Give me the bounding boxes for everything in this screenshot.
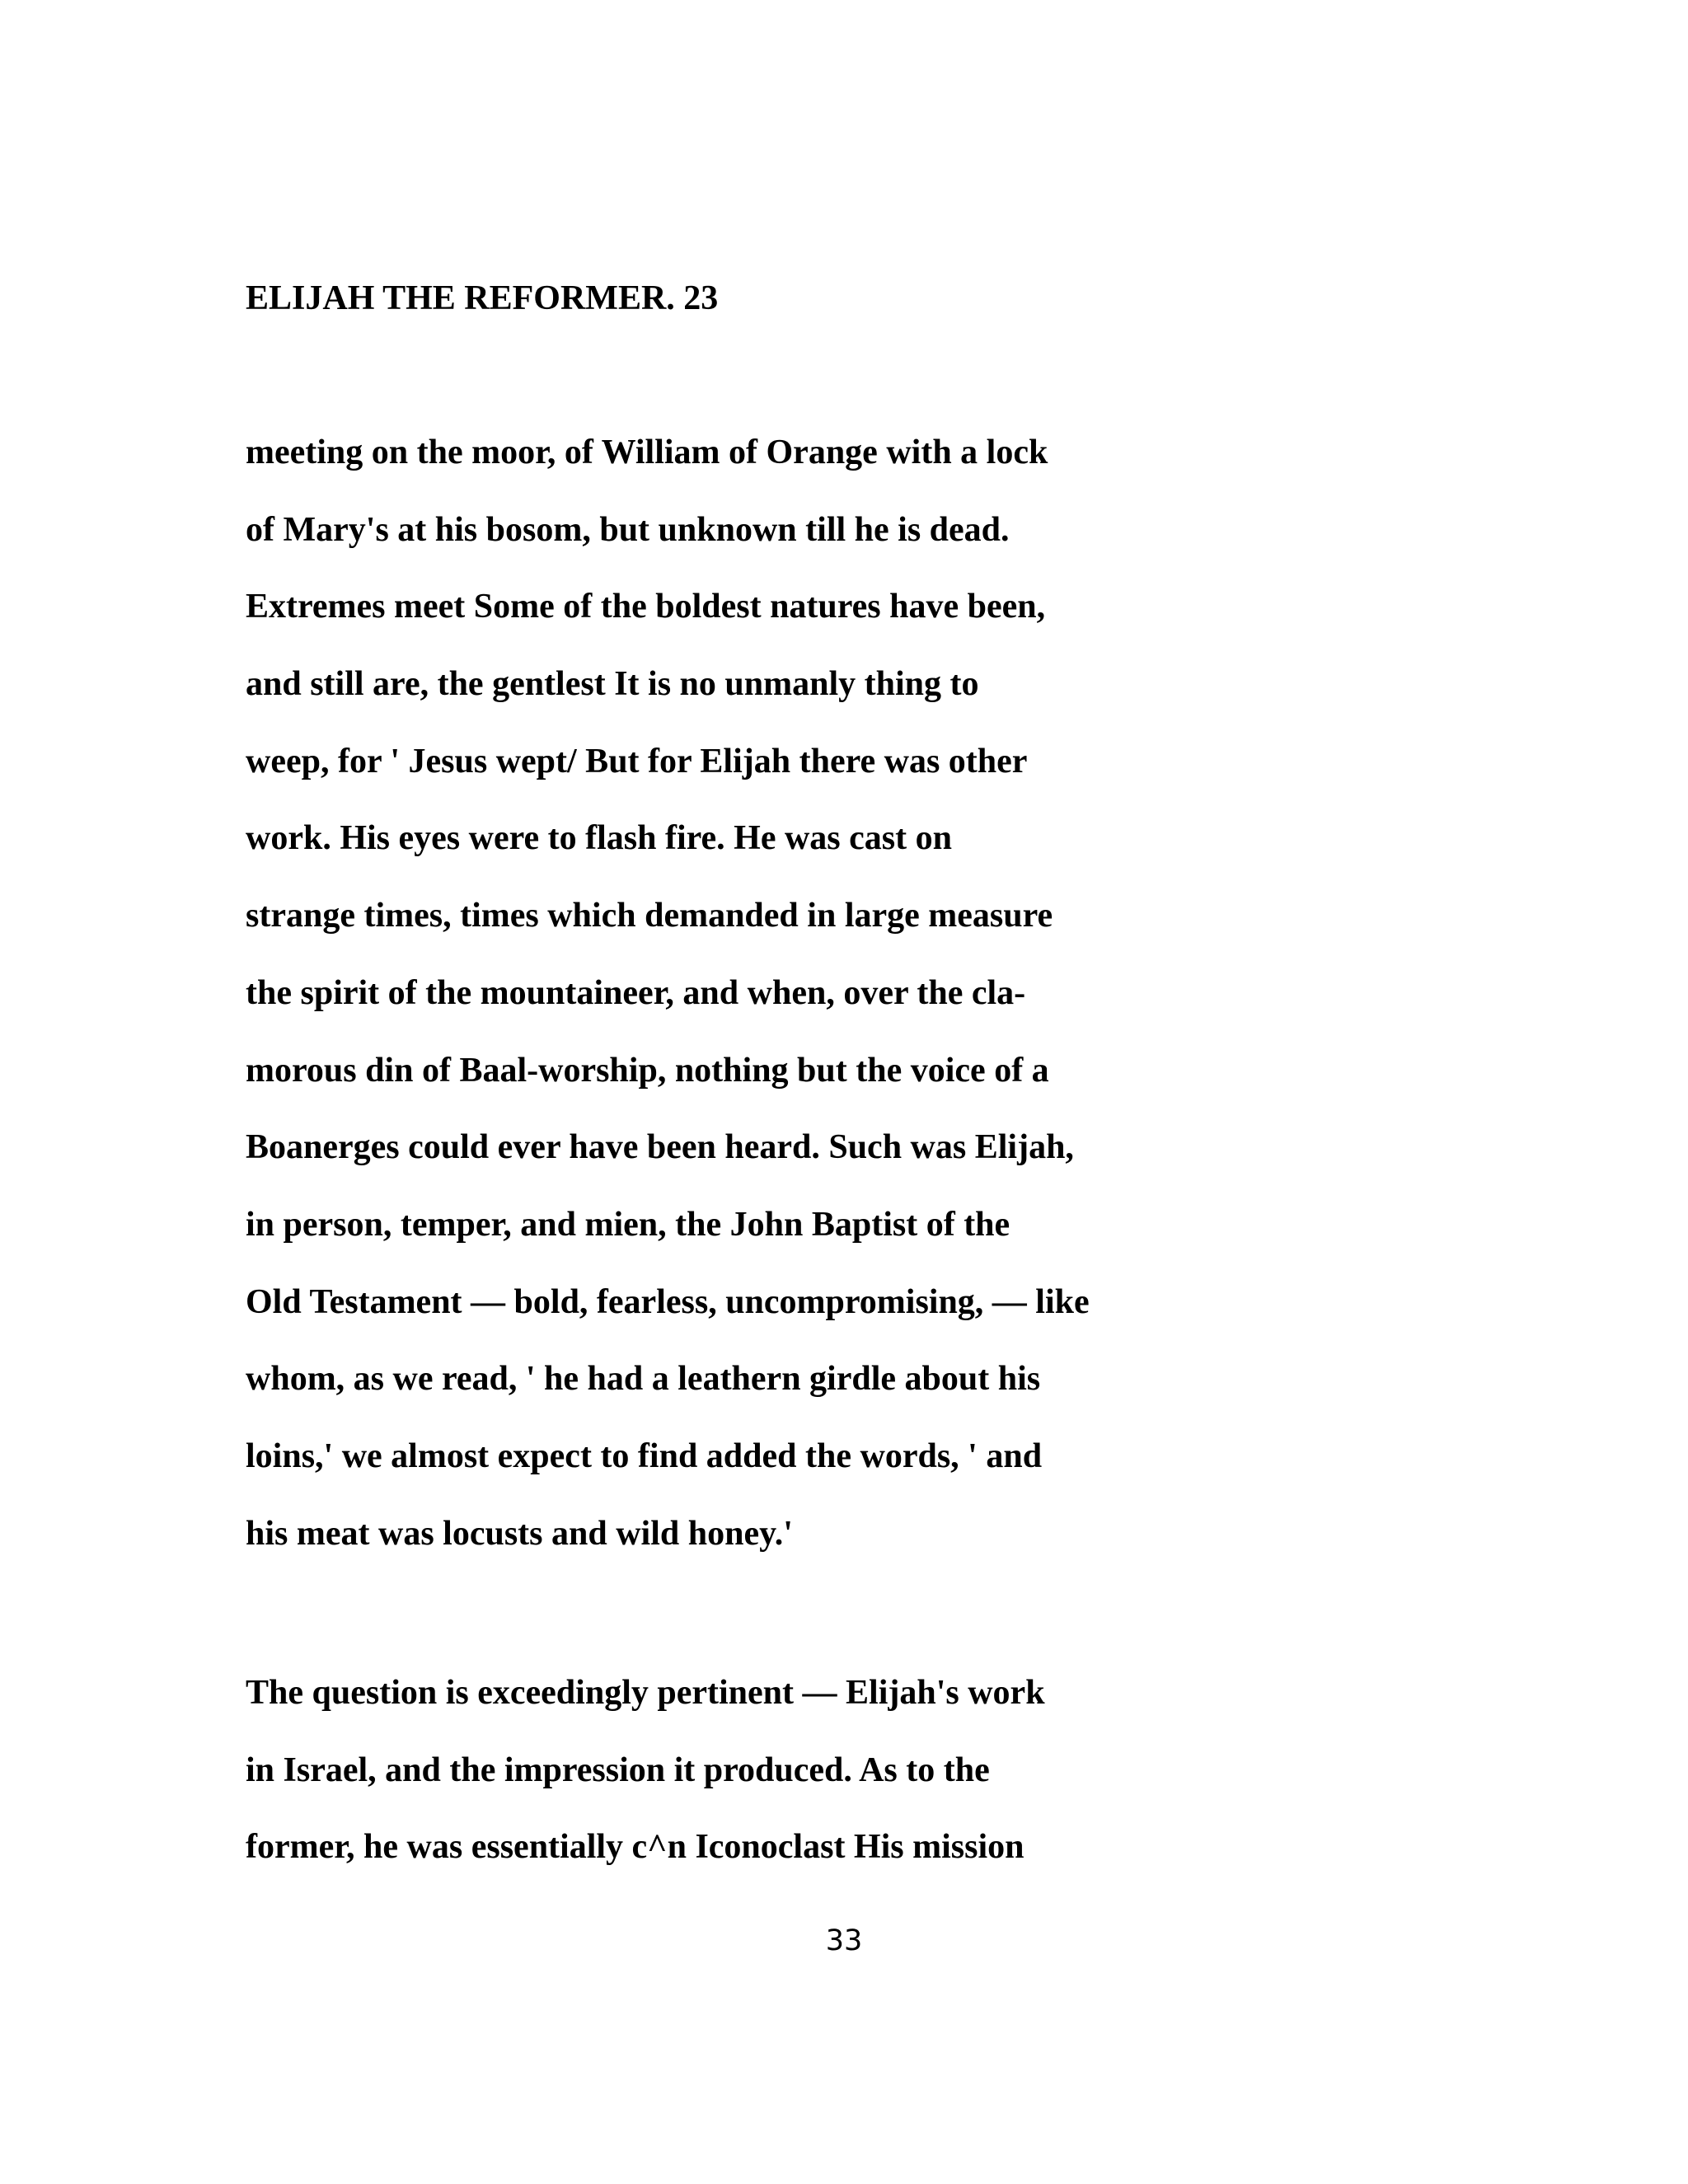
text-line: strange times, times which demanded in large measure xyxy=(246,897,1053,935)
text-line: meeting on the moor, of William of Orange with a lock xyxy=(246,434,1048,471)
text-line: and still are, the gentlest It is no unmanly thing to xyxy=(246,665,979,704)
page-number: 33 xyxy=(825,1924,863,1957)
text-line: whom, as we read, ' he had a leathern girdle about his xyxy=(246,1360,1041,1399)
paragraph-2 xyxy=(246,1673,1045,1905)
text-line: loins,' we almost expect to find added the words, ' and xyxy=(246,1436,1043,1475)
paragraph-1 xyxy=(246,433,1090,1591)
text-line: in Israel, and the impression it produced. As to the xyxy=(246,1750,990,1789)
text-line: morous din of Baal-worship, nothing but the voice of a xyxy=(246,1051,1049,1090)
text-line: work. His eyes were to flash fire. He was cast on xyxy=(246,819,952,858)
text-line: weep, for ' Jesus wept/ But for Elijah there was other xyxy=(246,742,1028,780)
text-line: of Mary's at his bosom, but unknown till he is dead. xyxy=(246,510,1010,549)
text-line: the spirit of the mountaineer, and when, over the cla- xyxy=(246,973,1026,1012)
text-line: Boanerges could ever have been heard. Such was Elijah, xyxy=(246,1128,1074,1167)
text-line: his meat was locusts and wild honey.' xyxy=(246,1514,793,1553)
text-line: The question is exceedingly pertinent — Elijah's work xyxy=(246,1674,1045,1712)
text-line: former, he was essentially c^n Iconoclast His mission xyxy=(246,1828,1025,1867)
text-line: Old Testament — bold, fearless, uncompromising, — like xyxy=(246,1282,1090,1321)
text-line: in person, temper, and mien, the John Baptist of the xyxy=(246,1205,1010,1244)
text-line: Extremes meet Some of the boldest natures have been, xyxy=(246,588,1046,626)
running-header: ELIJAH THE REFORMER. 23 xyxy=(246,279,719,317)
